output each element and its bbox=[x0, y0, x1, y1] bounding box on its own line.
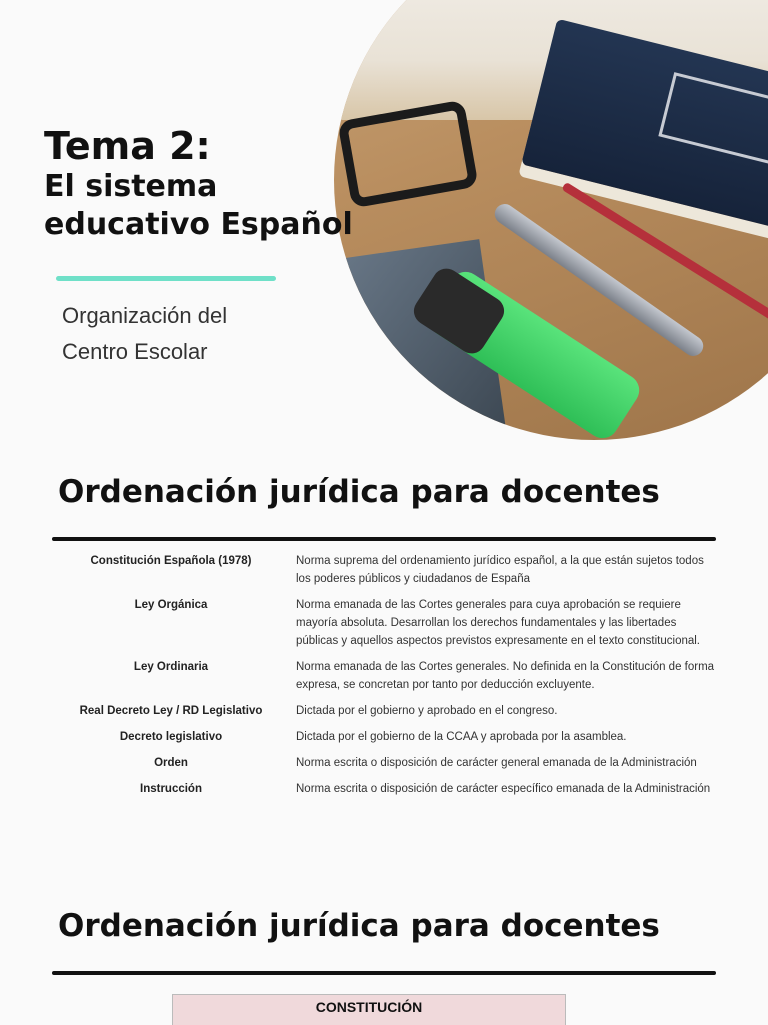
row-definition: Norma emanada de las Cortes generales. No definida en la Constitución de forma expresa, se concretan por tanto por deducción excluyente. bbox=[296, 661, 715, 691]
row-definition: Norma escrita o disposición de carácter específico emanada de la Administración bbox=[296, 783, 711, 795]
section-2-heading: Ordenación jurídica para docentes bbox=[58, 908, 660, 944]
subtitle-line-2: Centro Escolar bbox=[62, 339, 208, 364]
row-term: Constitución Española (1978) bbox=[90, 555, 252, 567]
table-row bbox=[56, 552, 716, 596]
table-row bbox=[56, 728, 716, 754]
row-definition: Norma emanada de las Cortes generales para cuya aprobación se requiere mayoría absoluta. Desarrollan los derechos fundamentales y las libertades públicas y aquellos aspectos previstos expresamente en el texto constitucional. bbox=[296, 599, 701, 647]
row-term: Real Decreto Ley / RD Legislativo bbox=[79, 705, 263, 717]
constitucion-box: CONSTITUCIÓN bbox=[172, 994, 566, 1025]
legal-hierarchy-table bbox=[56, 552, 716, 806]
hero-photo bbox=[334, 0, 768, 440]
title-tema: Tema 2: bbox=[44, 124, 211, 168]
row-definition: Norma suprema del ordenamiento jurídico español, a la que están sujetos todos los poderes públicos y ciudadanos de España bbox=[296, 555, 704, 585]
row-definition: Norma escrita o disposición de carácter general emanada de la Administración bbox=[296, 757, 697, 769]
hero-title bbox=[44, 124, 353, 244]
table-row bbox=[56, 658, 716, 702]
subtitle-line-1: Organización del bbox=[62, 303, 228, 328]
hero-subtitle bbox=[62, 298, 227, 370]
section-1-heading: Ordenación jurídica para docentes bbox=[58, 474, 660, 510]
accent-underline bbox=[56, 276, 276, 281]
section-2-divider bbox=[52, 971, 716, 975]
table-row bbox=[56, 780, 716, 806]
row-term: Orden bbox=[154, 757, 188, 769]
row-definition: Dictada por el gobierno de la CCAA y aprobada por la asamblea. bbox=[296, 731, 627, 743]
row-definition: Dictada por el gobierno y aprobado en el congreso. bbox=[296, 705, 558, 717]
row-term: Decreto legislativo bbox=[119, 731, 223, 743]
row-term: Instrucción bbox=[140, 783, 202, 795]
row-term: Ley Orgánica bbox=[134, 599, 208, 611]
section-1-divider bbox=[52, 537, 716, 541]
table-row bbox=[56, 754, 716, 780]
title-line-2: El sistema bbox=[44, 169, 218, 204]
table-row bbox=[56, 702, 716, 728]
table-row bbox=[56, 596, 716, 658]
title-line-3: educativo Español bbox=[44, 207, 353, 242]
hero-section bbox=[0, 0, 768, 440]
row-term: Ley Ordinaria bbox=[133, 661, 209, 673]
